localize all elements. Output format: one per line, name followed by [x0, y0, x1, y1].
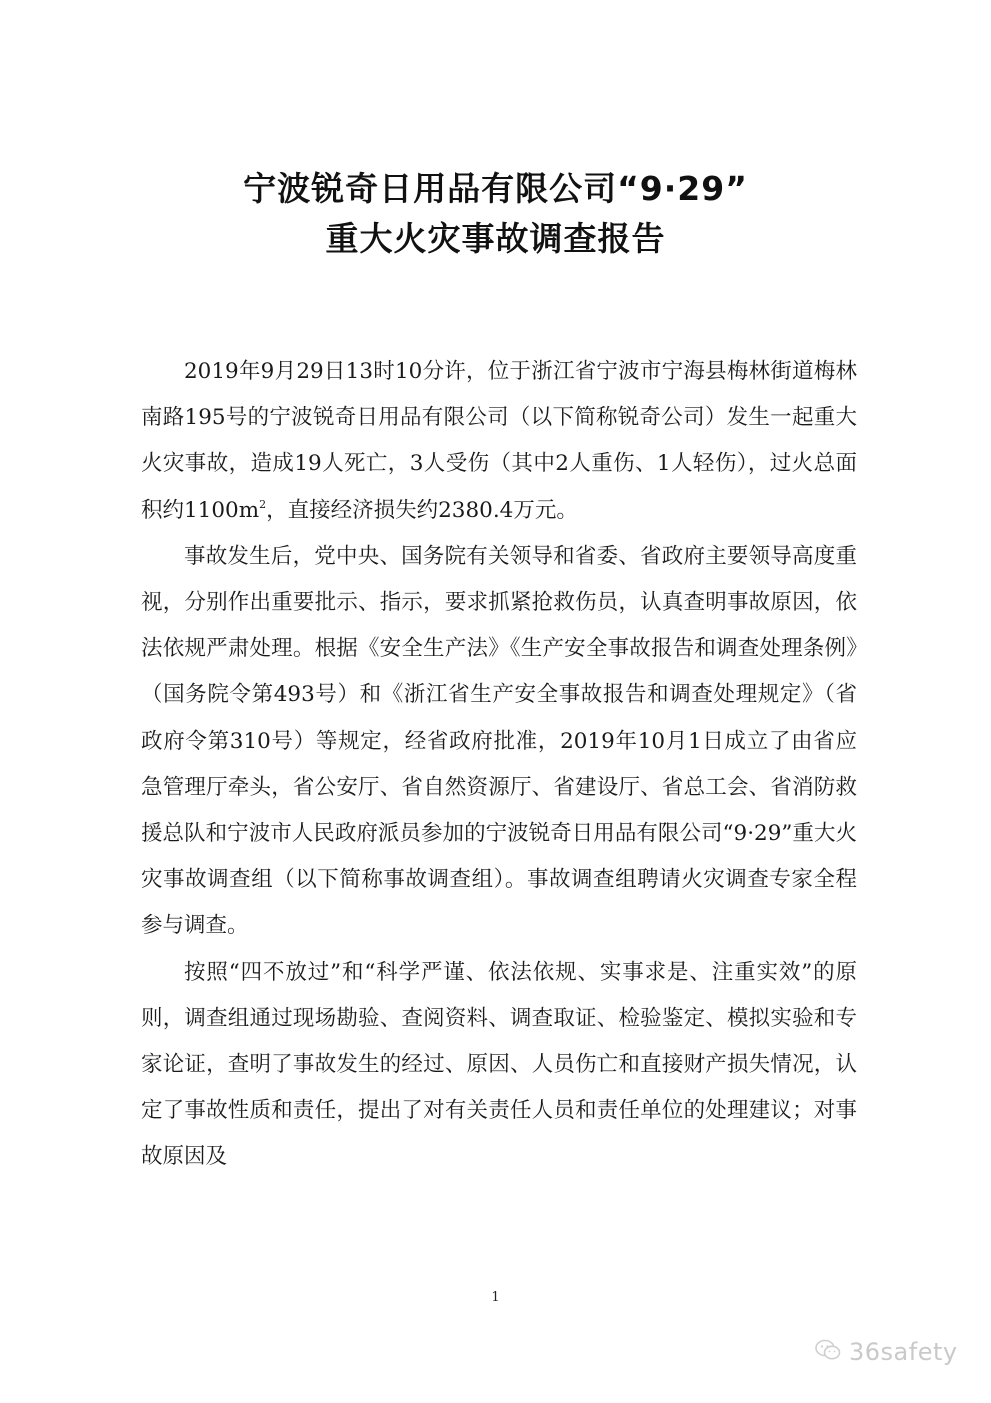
paragraph-1-tail: ，直接经济损失约2380.4万元。 — [266, 497, 578, 523]
watermark — [815, 1338, 958, 1366]
watermark-text: 36safety — [849, 1338, 958, 1366]
document-title-line-2: 重大火灾事故调查报告 — [325, 219, 666, 258]
document-title-line-1: 宁波锐奇日用品有限公司“9·29” — [243, 169, 748, 208]
document-body — [141, 349, 857, 1181]
page-number: 1 — [491, 1290, 500, 1305]
paragraph-1-text: 2019年9月29日13时10分许，位于浙江省宁波市宁海县梅林街道梅林南路195号的宁波锐奇日用品有限公司（以下简称锐奇公司）发生一起重大火灾事故，造成19人死亡，3人受伤（其中2人重伤、1人轻伤），过火总面积约1100m — [141, 359, 857, 523]
wechat-icon — [815, 1339, 841, 1365]
paragraph-1 — [141, 349, 857, 534]
superscript-2: 2 — [259, 497, 267, 511]
paragraph-2: 事故发生后，党中央、国务院有关领导和省委、省政府主要领导高度重视，分别作出重要批示、指示，要求抓紧抢救伤员，认真查明事故原因，依法依规严肃处理。根据《安全生产法》《生产安全事故报告和调查处理条例》（国务院令第493号）和《浙江省生产安全事故报告和调查处理规定》（省政府令第310号）等规定，经省政府批准，2019年10月1日成立了由省应急管理厅牵头，省公安厅、省自然资源厅、省建设厅、省总工会、省消防救援总队和宁波市人民政府派员参加的宁波锐奇日用品有限公司“9·29”重大火灾事故调查组（以下简称事故调查组）。事故调查组聘请火灾调查专家全程参与调查。 — [141, 543, 857, 939]
paragraph-3: 按照“四不放过”和“科学严谨、依法依规、实事求是、注重实效”的原则，调查组通过现场勘验、查阅资料、调查取证、检验鉴定、模拟实验和专家论证，查明了事故发生的经过、原因、人员伤亡和直接财产损失情况，认定了事故性质和责任，提出了对有关责任人员和责任单位的处理建议；对事故原因及 — [141, 959, 857, 1170]
